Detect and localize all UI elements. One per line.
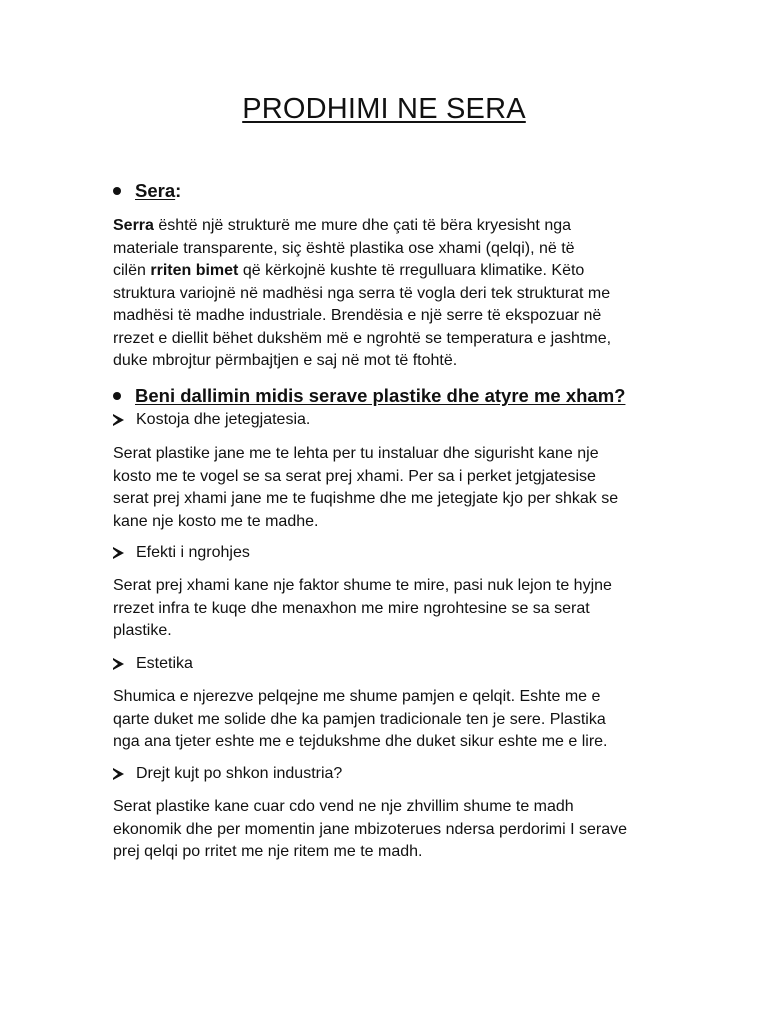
paragraph-line: serat prej xhami jane me te fuqishme dhe me jetegjate kjo per shkak se [113,490,619,507]
paragraph-line: madhësi të madhe industriale. Brendësia e një serre të ekspozuar në [113,307,602,324]
bullet-icon [113,392,121,400]
paragraph-line: ekonomik dhe per momentin jane mbizoterues ndersa perdorimi I serave [113,820,628,838]
bold-term-serra: Serra [113,217,154,234]
section-heading-sera [113,180,181,202]
arrow-bullet-icon [113,414,124,426]
paragraph-text: cilën [113,262,151,279]
paragraph-line: plastike. [113,622,172,639]
paragraph-sera-definition [113,215,693,373]
section-heading-colon: : [175,180,182,201]
paragraph-line: kane nje kosto me te madhe. [113,512,319,530]
arrow-bullet-icon [113,547,124,559]
bullet-icon [113,187,121,195]
subheading-text: Drejt kujt po shkon industria? [136,765,343,782]
arrow-bullet-icon [113,768,124,780]
paragraph-line: rrezet e diellit bëhet dukshëm më e ngrohtë se temperatura e jashtme, [113,329,612,347]
paragraph-line: qarte duket me solide dhe ka pamjen tradicionale ten je sere. Plastika [113,710,606,728]
paragraph-line: prej qelqi po rritet me nje ritem me te madh. [113,843,423,860]
section-heading-text: Beni dallimin midis serave plastike dhe atyre me xham? [135,385,626,406]
paragraph-estetika [113,686,693,754]
paragraph-text: që kërkojnë kushte të rregulluara klimatike. Këto [238,262,585,279]
paragraph-industria [113,796,693,864]
paragraph-line: kosto me te vogel se sa serat prej xhami. Per sa i perket jetgjatesise [113,467,596,485]
arrow-bullet-icon [113,658,124,670]
section-heading-text: Sera [135,180,176,201]
paragraph-line: nga ana tjeter eshte me e tejdukshme dhe duket sikur eshte me e lire. [113,733,608,750]
subheading-kostoja [113,411,310,429]
paragraph-line: struktura variojnë në madhësi nga serra të vogla deri tek strukturat me [113,284,611,302]
subheading-text: Kostoja dhe jetegjatesia. [136,411,311,428]
paragraph-line: Shumica e njerezve pelqejne me shume pamjen e qelqit. Eshte me e [113,688,601,705]
subheading-text: Estetika [136,655,193,672]
subheading-text: Efekti i ngrohjes [136,544,250,561]
subheading-efekti [113,544,250,562]
subheading-estetika [113,655,193,673]
document-title: PRODHIMI NE SERA [242,93,526,125]
bold-term-rriten-bimet: rriten bimet [150,262,239,279]
paragraph-line: duke mbrojtur përmbajtjen e saj në mot të ftohtë. [113,352,458,369]
paragraph-line: Serat plastike kane cuar cdo vend ne nje zhvillim shume te madh [113,798,574,815]
paragraph-text: është një strukturë me mure dhe çati të bëra kryesisht nga [153,217,572,234]
subheading-industria [113,765,342,783]
paragraph-kostoja [113,443,693,533]
paragraph-line: rrezet infra te kuqe dhe menaxhon me mire ngrohtesine se sa serat [113,599,590,617]
paragraph-line: materiale transparente, siç është plastika ose xhami (qelqi), në të [113,239,575,257]
paragraph-line: Serat prej xhami kane nje faktor shume te mire, pasi nuk lejon te hyjne [113,577,612,594]
paragraph-line: Serat plastike jane me te lehta per tu instaluar dhe sigurisht kane nje [113,445,599,462]
paragraph-efekti [113,575,693,643]
section-heading-dallimi [113,385,625,407]
